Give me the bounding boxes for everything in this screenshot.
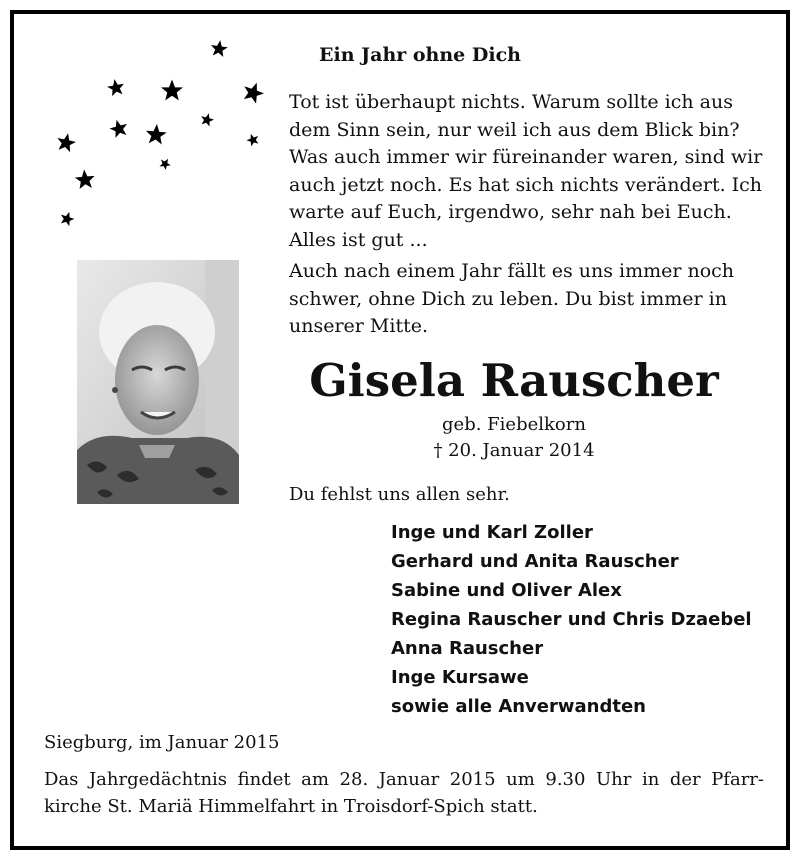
star-icon: [210, 39, 229, 58]
portrait-photo: [77, 260, 239, 504]
poem-line: unserer Mitte.: [289, 315, 429, 337]
star-icon: [245, 132, 261, 147]
poem-line: Auch nach einem Jahr fällt es uns immer noch: [289, 260, 735, 282]
star-icon: [58, 210, 76, 227]
stars-decoration: [44, 32, 284, 252]
star-icon: [158, 156, 173, 171]
star-icon: [55, 131, 77, 153]
memorial-notice: [44, 766, 764, 820]
notice-line: Das Jahrgedächtnis findet am 28. Januar 2015 um 9.30 Uhr in der Pfarr-: [44, 769, 764, 790]
poem-line: Alles ist gut ...: [289, 228, 428, 251]
missed-line: Du fehlst uns allen sehr.: [289, 484, 510, 505]
star-icon: [108, 117, 130, 138]
mourner: Sabine und Oliver Alex: [391, 580, 622, 601]
poem-stanza-2: [289, 258, 764, 341]
deceased-name: Gisela Rauscher: [309, 354, 719, 407]
obituary-frame: [10, 10, 790, 850]
poem: [289, 89, 764, 341]
mourner: Gerhard und Anita Rauscher: [391, 551, 679, 572]
star-icon: [145, 123, 168, 145]
mourner: sowie alle Anverwandten: [391, 696, 646, 717]
poem-line: auch jetzt noch. Es hat sich nichts verändert. Ich: [289, 173, 763, 196]
poem-line: schwer, ohne Dich zu leben. Du bist immer in: [289, 287, 727, 310]
star-icon: [106, 78, 126, 97]
poem-line: Tot ist überhaupt nichts. Warum sollte ich aus: [289, 91, 733, 113]
poem-stanza-1: [289, 89, 764, 254]
star-icon: [161, 80, 183, 101]
death-date: † 20. Januar 2014: [433, 440, 595, 461]
birth-name: geb. Fiebelkorn: [442, 414, 586, 435]
mourners-list: [391, 518, 752, 721]
mourner: Regina Rauscher und Chris Dzaebel: [391, 609, 752, 630]
star-icon: [199, 112, 215, 128]
place-date: Siegburg, im Januar 2015: [44, 732, 280, 753]
star-icon: [74, 169, 96, 190]
mourner: Inge und Karl Zoller: [391, 522, 593, 543]
star-icon: [240, 79, 266, 105]
heading: Ein Jahr ohne Dich: [319, 44, 521, 66]
poem-line: dem Sinn sein, nur weil ich aus dem Blick bin?: [289, 118, 740, 141]
mourner: Anna Rauscher: [391, 638, 544, 659]
notice-line: kirche St. Mariä Himmelfahrt in Troisdorf-Spich statt.: [44, 796, 538, 817]
poem-line: Was auch immer wir füreinander waren, sind wir: [289, 146, 763, 168]
poem-line: warte auf Euch, irgendwo, sehr nah bei Euch.: [289, 201, 732, 223]
mourner: Inge Kursawe: [391, 667, 529, 688]
